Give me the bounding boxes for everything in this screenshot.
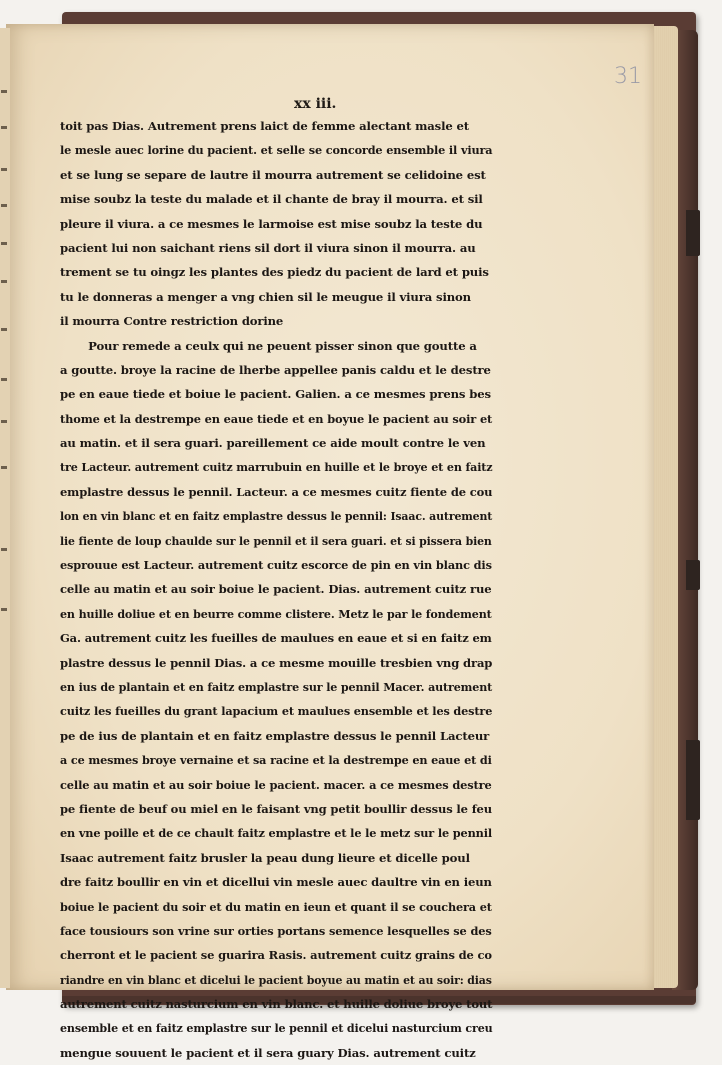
- text-line: en ius de plantain et en faitz emplastre sur le pennil Macer. autrement: [60, 679, 493, 694]
- text-line: mise soubz la teste du malade et il chante de bray il mourra. et sil: [60, 192, 483, 207]
- text-line: pe fiente de beuf ou miel en le faisant vng petit boullir dessus le feu: [60, 801, 492, 816]
- previous-page-edge: [0, 28, 10, 988]
- text-line: et se lung se separe de lautre il mourra autrement se celidoine est: [60, 167, 486, 182]
- text-line: esprouue est Lacteur. autrement cuitz escorce de pin en vin blanc dis: [60, 558, 492, 573]
- text-line: Pour remede a ceulx qui ne peuent pisser sinon que goutte a: [88, 338, 477, 353]
- text-line: boiue le pacient du soir et du matin en ieun et quant il se couchera et: [60, 899, 492, 914]
- text-line: pacient lui non saichant riens sil dort il viura sinon il mourra. au: [60, 240, 476, 255]
- text-line: le mesle auec lorine du pacient. et selle se concorde ensemble il viura: [60, 143, 493, 158]
- text-line: dre faitz boullir en vin et dicellui vin mesle auec daultre vin en ieun: [60, 875, 492, 890]
- text-line: thome et la destrempe en eaue tiede et en boyue le pacient au soir et: [60, 411, 493, 426]
- text-line: face tousiours son vrine sur orties portans semence lesquelles se des: [60, 923, 492, 938]
- text-line: tu le donneras a menger a vng chien sil le meugue il viura sinon: [60, 289, 471, 304]
- text-line: cuitz les fueilles du grant lapacium et maulues ensemble et les destre: [60, 704, 493, 719]
- text-line: tre Lacteur. autrement cuitz marrubuin en huille et le broye et en faitz: [60, 460, 493, 475]
- text-line: Ga. autrement cuitz les fueilles de maulues en eaue et si en faitz em: [60, 631, 492, 646]
- page-tab-marker: [686, 740, 700, 820]
- text-line: a ce mesmes broye vernaine et sa racine et la destrempe en eaue et di: [60, 753, 492, 768]
- text-line: celle au matin et au soir boiue le pacient. macer. a ce mesmes destre: [60, 777, 492, 792]
- text-line: mengue souuent le pacient et il sera guary Dias. autrement cuitz: [60, 1045, 476, 1060]
- text-line: en huille doliue et en beurre comme clistere. Metz le par le fondement: [60, 606, 492, 621]
- body-text: [60, 114, 493, 1065]
- text-line: celle au matin et au soir boiue le pacient. Dias. autrement cuitz rue: [60, 582, 492, 597]
- text-line: plastre dessus le pennil Dias. a ce mesme mouille tresbien vng drap: [60, 655, 493, 670]
- text-line: au matin. et il sera guari. pareillement ce aide moult contre le ven: [60, 436, 486, 451]
- text-line: en vne poille et de ce chault faitz emplastre et le le metz sur le pennil: [60, 826, 492, 841]
- signature-mark: xx iii.: [294, 96, 337, 112]
- text-line: pleure il viura. a ce mesmes le larmoise est mise soubz la teste du: [60, 216, 483, 231]
- text-line: toit pas Dias. Autrement prens laict de femme alectant masle et: [60, 119, 470, 133]
- text-line: pe en eaue tiede et boiue le pacient. Galien. a ce mesmes prens bes: [60, 387, 491, 402]
- page-number: 31: [614, 64, 642, 89]
- text-line: emplastre dessus le pennil. Lacteur. a ce mesmes cuitz fiente de cou: [60, 484, 493, 499]
- text-line: pe de ius de plantain et en faitz emplastre dessus le pennil Lacteur: [60, 728, 490, 743]
- page-tab-marker: [686, 560, 700, 590]
- text-line: lie fiente de loup chaulde sur le pennil et il sera guari. et si pissera bien: [60, 533, 492, 548]
- text-line: a goutte. broye la racine de lherbe appellee panis caldu et le destre: [60, 362, 491, 377]
- text-line: autrement cuitz nasturcium en vin blanc. et huille doliue broye tout: [60, 997, 493, 1012]
- text-line: trement se tu oingz les plantes des piedz du pacient de lard et puis: [60, 265, 489, 280]
- text-line: il mourra Contre restriction dorine: [60, 314, 284, 329]
- text-line: Isaac autrement faitz brusler la peau dung lieure et dicelle poul: [60, 850, 470, 865]
- text-line: lon en vin blanc et en faitz emplastre dessus le pennil: Isaac. autrement: [60, 509, 493, 524]
- text-line: ensemble et en faitz emplastre sur le pennil et dicelui nasturcium creu: [60, 1021, 493, 1036]
- text-line: riandre en vin blanc et dicelui le pacient boyue au matin et au soir: dias: [60, 972, 492, 987]
- page-tab-marker: [686, 210, 700, 256]
- text-line: cherront et le pacient se guarira Rasis. autrement cuitz grains de co: [60, 948, 492, 963]
- book-page: [6, 24, 654, 1060]
